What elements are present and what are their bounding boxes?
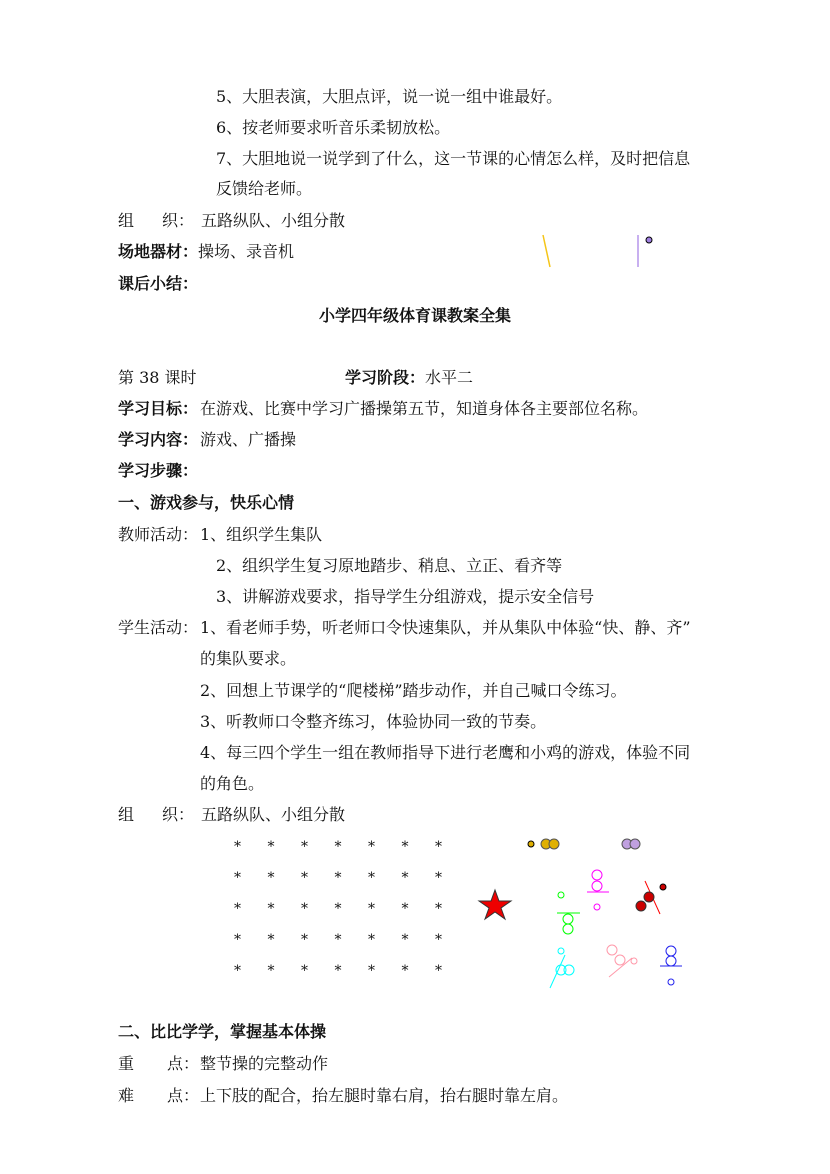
sun-icon <box>646 237 652 243</box>
teacher-item: 3、讲解游戏要求，指导学生分组游戏，提示安全信号 <box>216 587 595 606</box>
section1-heading: 一、游戏参与，快乐心情 <box>118 493 295 512</box>
formation-mark: * <box>368 839 375 855</box>
section2-heading: 二、比比学学，掌握基本体操 <box>118 1022 327 1041</box>
children-icons <box>528 839 682 988</box>
stage-value: 水平二 <box>425 368 474 387</box>
formation-mark: * <box>368 870 375 886</box>
page-title: 小学四年级体育课教案全集 <box>318 306 511 325</box>
summary-label: 课后小结： <box>118 274 199 293</box>
formation-mark: * <box>368 963 375 979</box>
student-item: 的集队要求。 <box>200 649 297 668</box>
formation-mark: * <box>301 870 308 886</box>
formation-mark: * <box>234 839 241 855</box>
student-item: 2、回想上节课学的“爬楼梯”踏步动作，并自己喊口令练习。 <box>200 681 627 700</box>
difficulty-label: 难 <box>118 1086 135 1105</box>
formation-mark: * <box>435 963 442 979</box>
teacher-item: 2、组织学生复习原地踏步、稍息、立正、看齐等 <box>216 556 563 575</box>
student-item: 4、每三四个学生一组在教师指导下进行老鹰和小鸡的游戏，体验不同 <box>200 743 691 762</box>
student-label: 学生活动： <box>118 618 199 637</box>
formation-mark: * <box>301 932 308 948</box>
formation-mark: * <box>334 870 342 886</box>
formation-mark: * <box>368 932 375 948</box>
formation-mark: * <box>435 839 442 855</box>
formation-mark: * <box>334 963 342 979</box>
content-label: 学习内容： <box>118 430 199 449</box>
formation-mark: * <box>267 963 275 979</box>
goal-value: 在游戏、比赛中学习广播操第五节，知道身体各主要部位名称。 <box>200 399 649 418</box>
content-value: 游戏、广播操 <box>200 430 297 449</box>
org-label: 组 <box>118 211 135 230</box>
org-value: 五路纵队、小组分散 <box>201 211 346 230</box>
org-label-2: 织： <box>162 211 195 230</box>
equip-label: 场地器材： <box>118 242 199 261</box>
org-value: 五路纵队、小组分散 <box>201 805 346 824</box>
key-value: 整节操的完整动作 <box>200 1054 329 1073</box>
formation-mark: * <box>401 901 409 917</box>
formation-mark: * <box>435 870 442 886</box>
steps-label: 学习步骤： <box>118 461 199 480</box>
student-item: 的角色。 <box>200 774 265 793</box>
formation-mark: * <box>334 932 342 948</box>
formation-mark: * <box>234 901 241 917</box>
formation-mark: * <box>334 839 342 855</box>
teacher-item: 1、组织学生集队 <box>200 525 323 544</box>
student-item: 3、听教师口令整齐练习，体验协同一致的节奏。 <box>200 712 547 731</box>
org-label-2: 织： <box>162 805 195 824</box>
formation-mark: * <box>267 932 275 948</box>
formation-mark: * <box>368 901 375 917</box>
step-7: 7、大胆地说一说学到了什么，这一节课的心情怎么样，及时把信息 <box>216 149 691 168</box>
formation-mark: * <box>435 901 442 917</box>
stage-label: 学习阶段： <box>345 368 426 387</box>
formation-mark: * <box>234 870 241 886</box>
step-7-cont: 反馈给老师。 <box>216 179 313 198</box>
formation-mark: * <box>301 839 308 855</box>
formation-mark: * <box>267 870 275 886</box>
formation-mark: * <box>401 870 409 886</box>
formation-mark: * <box>234 932 241 948</box>
formation-mark: * <box>401 839 409 855</box>
formation-mark: * <box>234 963 241 979</box>
star-icon <box>479 890 511 919</box>
teacher-label: 教师活动： <box>118 525 199 544</box>
equip-value: 操场、录音机 <box>198 242 295 261</box>
lesson-period: 第 38 课时 <box>118 368 197 387</box>
step-6: 6、按老师要求听音乐柔韧放松。 <box>216 118 451 137</box>
key-label-2: 点： <box>167 1054 200 1073</box>
org-label: 组 <box>118 805 135 824</box>
difficulty-value: 上下肢的配合，抬左腿时靠右肩，抬右腿时靠左肩。 <box>200 1086 569 1105</box>
step-5: 5、大胆表演，大胆点评，说一说一组中谁最好。 <box>216 87 563 106</box>
formation-mark: * <box>401 963 409 979</box>
formation-mark: * <box>267 839 275 855</box>
line-decoration <box>543 235 550 267</box>
difficulty-label-2: 点： <box>167 1086 200 1105</box>
formation-mark: * <box>301 901 308 917</box>
formation-mark: * <box>301 963 308 979</box>
formation-mark: * <box>334 901 342 917</box>
goal-label: 学习目标： <box>118 399 199 418</box>
formation-mark: * <box>267 901 275 917</box>
formation-mark: * <box>435 932 442 948</box>
student-item: 1、看老师手势，听老师口令快速集队，并从集队中体验“快、静、齐” <box>200 618 691 637</box>
key-label: 重 <box>118 1054 135 1073</box>
formation-mark: * <box>401 932 409 948</box>
